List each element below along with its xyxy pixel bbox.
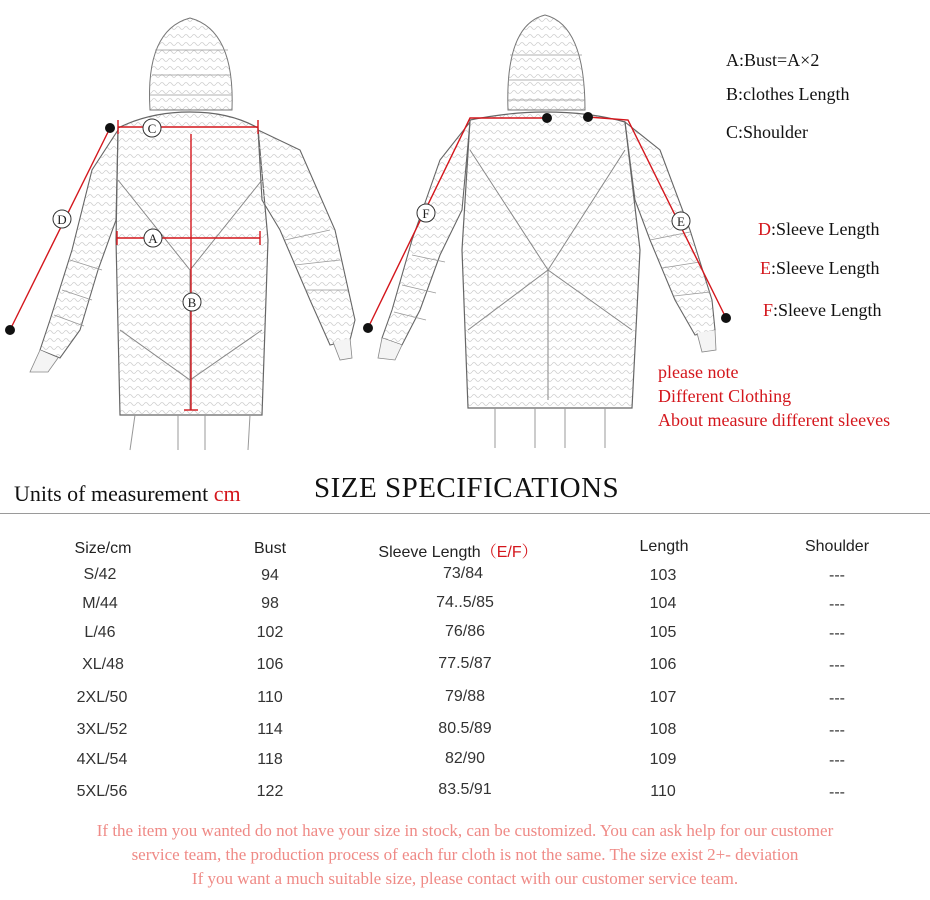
cell-shoulder: ---: [829, 784, 845, 801]
back-coat-sketch: [363, 15, 731, 448]
legend-e-text: :Sleeve Length: [771, 258, 880, 278]
header-sleeve-suffix: （E/F）: [480, 544, 538, 561]
cell-sleeve: 80.5/89: [438, 720, 492, 737]
note-line-2: Different Clothing: [658, 386, 792, 406]
cell-shoulder: ---: [829, 722, 845, 739]
marker-f: [417, 204, 435, 222]
legend-d-key: D: [758, 219, 771, 239]
cell-length: 103: [649, 567, 677, 584]
cell-length: 104: [649, 595, 677, 612]
cell-bust: 106: [256, 656, 284, 673]
legend-c: [726, 122, 808, 143]
cell-bust: 94: [261, 567, 279, 584]
legend-c-key: C: [726, 122, 739, 142]
units-of-measurement: [14, 481, 241, 507]
cell-size: L/46: [84, 624, 116, 641]
cell-sleeve: 73/84: [442, 565, 484, 582]
cell-size: 3XL/52: [76, 721, 128, 738]
legend-a-key: A: [726, 50, 739, 70]
cell-shoulder: ---: [829, 625, 845, 642]
legend-f-key: F: [763, 300, 774, 320]
cell-size: 5XL/56: [76, 783, 128, 800]
legend-f: [763, 300, 881, 321]
cell-bust: 118: [257, 751, 283, 768]
header-shoulder: Shoulder: [804, 538, 870, 555]
header-length: Length: [639, 538, 689, 555]
header-size: Size/cm: [74, 540, 132, 557]
cell-size: 2XL/50: [76, 689, 128, 706]
legend-a: [726, 50, 819, 71]
cell-length: 108: [649, 721, 677, 738]
units-value: cm: [213, 481, 241, 506]
cell-shoulder: ---: [829, 690, 845, 707]
cell-bust: 110: [257, 689, 283, 706]
page-title: SIZE SPECIFICATIONS: [314, 472, 620, 504]
cell-sleeve: 82/90: [444, 750, 486, 767]
marker-e-label: E: [677, 214, 685, 229]
divider: [0, 513, 930, 514]
legend-c-text: :Shoulder: [738, 122, 809, 142]
marker-a: [144, 229, 162, 247]
legend-b-text: :clothes Length: [738, 84, 850, 104]
marker-c-label: C: [147, 121, 157, 136]
cell-shoulder: ---: [829, 596, 845, 613]
cell-bust: 98: [261, 595, 279, 612]
marker-a-label: A: [148, 231, 158, 246]
marker-e: [672, 212, 690, 230]
footer-line-2: service team, the production process of each fur cloth is not the same. The size exist 2+- deviation: [131, 845, 799, 864]
cell-sleeve: 83.5/91: [438, 781, 492, 798]
legend-f-text: :Sleeve Length: [773, 300, 882, 320]
cell-size: 4XL/54: [76, 751, 128, 768]
cell-bust: 102: [256, 624, 284, 641]
cell-length: 110: [650, 783, 676, 800]
cell-bust: 122: [256, 783, 284, 800]
cell-sleeve: 77.5/87: [438, 655, 492, 672]
cell-size: XL/48: [82, 656, 124, 673]
cell-bust: 114: [257, 721, 283, 738]
units-label: Units of measurement: [14, 481, 214, 506]
legend-b-key: B: [726, 84, 739, 104]
marker-d: [53, 210, 71, 228]
cell-sleeve: 74..5/85: [436, 594, 494, 611]
note-line-3: About measure different sleeves: [658, 410, 891, 430]
footer-line-1: If the item you wanted do not have your size in stock, can be customized. You can ask help for our customer: [96, 821, 834, 840]
cell-length: 105: [649, 624, 677, 641]
header-sleeve-length-label: Sleeve Length: [378, 544, 481, 561]
legend-b: [726, 84, 850, 105]
marker-c: [143, 119, 161, 137]
note-line-1: please note: [658, 362, 739, 382]
marker-b-label: B: [187, 295, 197, 310]
cell-length: 109: [649, 751, 677, 768]
cell-shoulder: ---: [829, 567, 845, 584]
legend-d: [758, 219, 879, 240]
marker-b: [183, 293, 201, 311]
footer-line-3: If you want a much suitable size, please contact with our customer service team.: [191, 869, 739, 888]
header-sleeve-length: [378, 539, 537, 562]
cell-length: 107: [649, 689, 677, 706]
cell-shoulder: ---: [829, 752, 845, 769]
legend-e-key: E: [760, 258, 771, 278]
legend-e: [760, 258, 879, 279]
cell-length: 106: [649, 656, 677, 673]
cell-shoulder: ---: [829, 657, 845, 674]
legend-a-text: :Bust=A×2: [739, 50, 820, 70]
marker-d-label: D: [57, 212, 67, 227]
marker-f-label: F: [422, 206, 430, 221]
cell-size: S/42: [83, 566, 117, 583]
front-coat-sketch: [5, 18, 355, 450]
cell-sleeve: 79/88: [444, 688, 486, 705]
header-bust: Bust: [253, 540, 287, 557]
legend-d-text: :Sleeve Length: [771, 219, 880, 239]
cell-sleeve: 76/86: [444, 623, 486, 640]
cell-size: M/44: [82, 595, 118, 612]
